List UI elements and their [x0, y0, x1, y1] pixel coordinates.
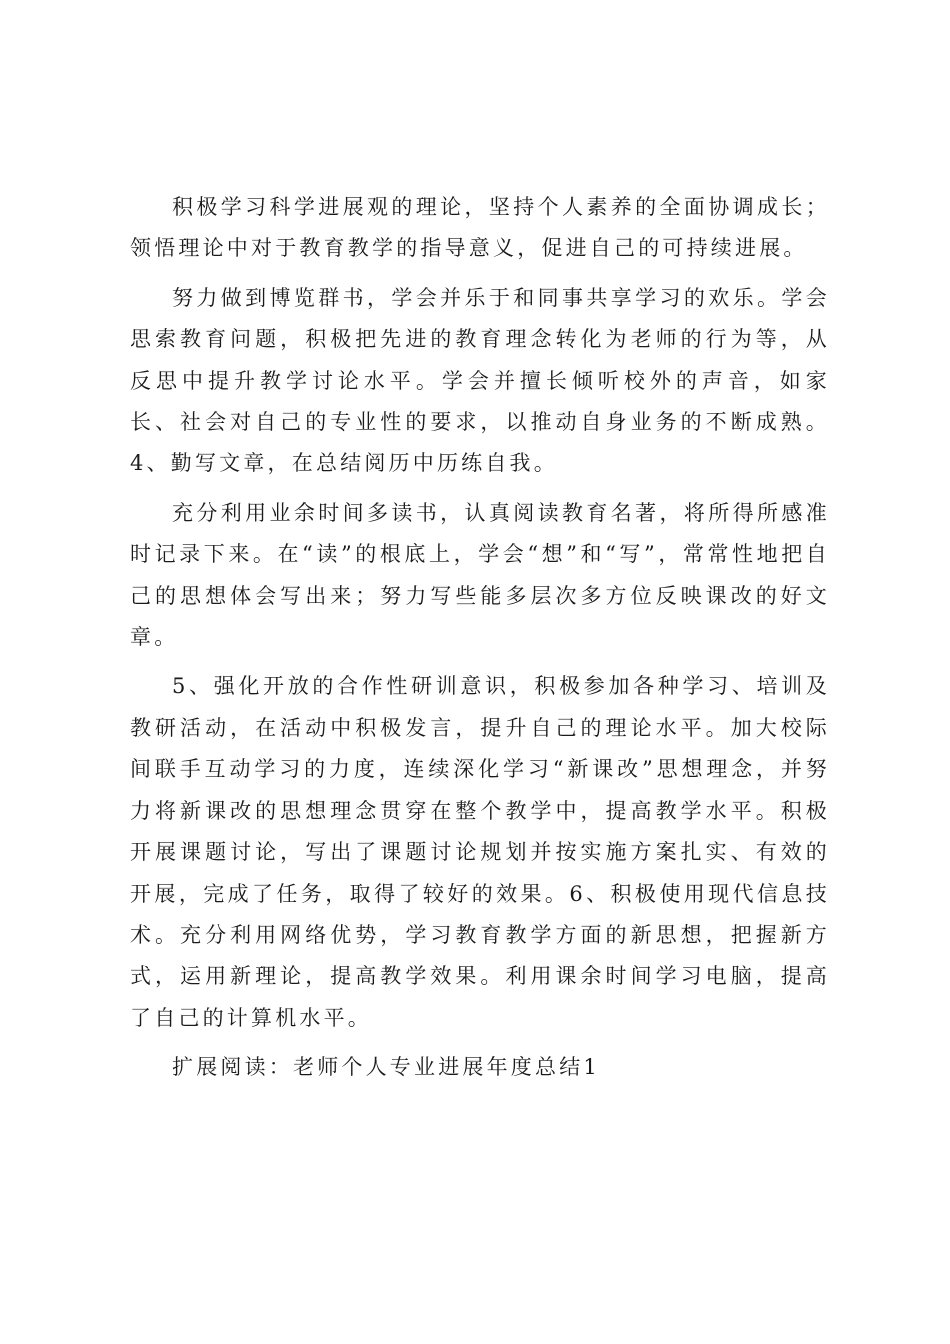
paragraph: 5、强化开放的合作性研训意识，积极参加各种学习、培训及教研活动，在活动中积极发言，提升自己的理论水平。加大校际间联手互动学习的力度，连续深化学习“新课改”思想理念，并努力将新课改的思想理念贯穿在整个教学中，提高教学水平。积极开展课题讨论，写出了课题讨论规划并按实施方案扎实、有效的开展，完成了任务，取得了较好的效果。6、积极使用现代信息技术。充分利用网络优势，学习教育教学方面的新思想，把握新方式，运用新理论，提高教学效果。利用课余时间学习电脑，提高了自己的计算机水平。 [130, 674, 830, 1030]
paragraph: 努力做到博览群书，学会并乐于和同事共享学习的欢乐。学会思索教育问题，积极把先进的教育理念转化为老师的行为等，从反思中提升教学讨论水平。学会并擅长倾听校外的声音，如家长、社会对自己的专业性的要求，以推动自身业务的不断成熟。4、勤写文章，在总结阅历中历练自我。 [130, 285, 830, 476]
extended-reading-line: 扩展阅读：老师个人专业进展年度总结1 [172, 1055, 600, 1080]
document-page [130, 187, 830, 1097]
paragraph: 积极学习科学进展观的理论，坚持个人素养的全面协调成长；领悟理论中对于教育教学的指导意义，促进自己的可持续进展。 [130, 195, 830, 261]
paragraph: 充分利用业余时间多读书，认真阅读教育名著，将所得所感准时记录下来。在“读”的根底上，学会“想”和“写”，常常性地把自己的思想体会写出来；努力写些能多层次多方位反映课改的好文章。 [130, 500, 830, 650]
